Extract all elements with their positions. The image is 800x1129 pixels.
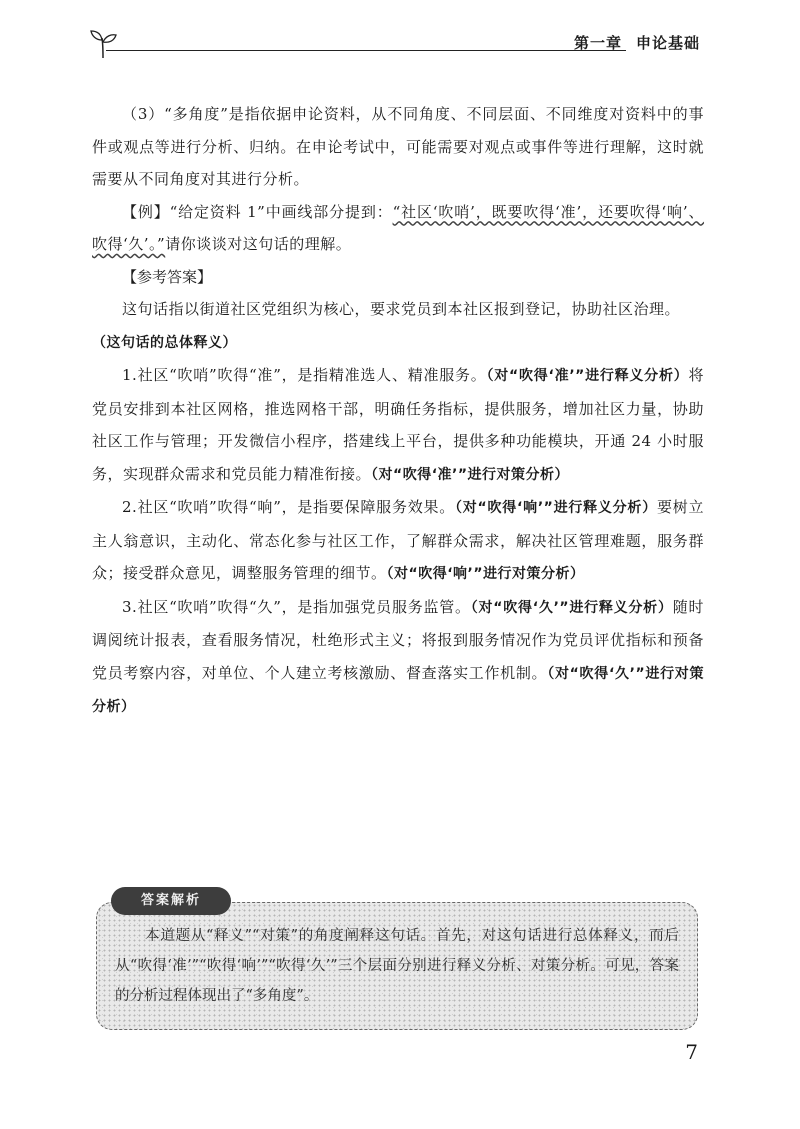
item-2-note-measure: （对“吹得‘响’”进行对策分析） — [386, 566, 585, 582]
sprout-leaf-icon — [88, 28, 118, 60]
main-content — [92, 98, 704, 724]
answer-overall-paragraph — [92, 293, 704, 359]
item-1-text: 1.社区“吹哨”吹得“准”，是指精准选人、精准服务。 — [122, 366, 487, 384]
item-3-note-explain: （对“吹得‘久’”进行释义分析） — [470, 599, 673, 616]
chapter-number: 第一章 — [573, 34, 622, 52]
item-3-body: 随时调阅统计报表，查看服务情况，杜绝形式主义；将报到服务情况作为党员评优指标和预备党员考察内容，对单位、个人建立考核激励、督查落实工作机制。 — [92, 597, 704, 682]
item-1-body: 将党员安排到本社区网格，推选网格干部，明确任务指标，提供服务，增加社区力量，协助社区工作与管理；开发微信小程序，搭建线上平台，提供多种功能模块，开通 24 小时服务，实现群众需求和党员能力精准衔接。 — [92, 366, 704, 483]
example-question: 请你谈谈对这句话的理解。 — [165, 235, 352, 253]
item-2-note-explain: （对“吹得‘响’”进行释义分析） — [455, 500, 657, 516]
example-quote: “社区‘吹哨’，既要吹得‘准’，还要吹得‘响’、吹得‘久’。” — [92, 202, 705, 253]
page-number: 7 — [685, 1040, 698, 1064]
example-label: 【例】 — [122, 202, 170, 221]
item-1-note-explain: （对“吹得‘准’”进行释义分析） — [486, 368, 689, 384]
analysis-text: 本道题从“释义”“对策”的角度阐释这句话。首先，对这句话进行总体释义，而后从“吹得‘准’”“吹得‘响’”“吹得‘久’”三个层面分别进行释义分析、对策分析。可见，答案的分析过程体现出了“多角度”。 — [115, 928, 679, 1004]
analysis-box — [96, 893, 698, 1030]
item-2-paragraph — [92, 491, 704, 591]
note-overall: （这句话的总体释义） — [92, 334, 237, 351]
page-header — [88, 28, 700, 64]
item-3-text: 3.社区“吹哨”吹得“久”，是指加强党员服务监管。 — [122, 597, 471, 616]
answer-overall: 这句话指以街道社区党组织为核心，要求党员到本社区报到登记，协助社区治理。 — [122, 300, 681, 318]
example-paragraph — [92, 196, 704, 261]
item-1-paragraph — [92, 359, 704, 491]
item-1-note-measure: （对“吹得‘准’”进行对策分析） — [371, 466, 570, 483]
point-3-paragraph: （3）“多角度”是指依据申论资料，从不同角度、不同层面、不同维度对资料中的事件或观点等进行分析、归纳。在申论考试中，可能需要对观点或事件等进行理解，这时就需要从不同角度对其进行分析。 — [92, 105, 704, 188]
item-3-note-measure: （对“吹得‘久’”进行对策分析） — [92, 665, 704, 715]
chapter-title: 申论基础 — [635, 34, 700, 52]
example-intro: “给定资料 1”中画线部分提到： — [169, 202, 393, 221]
item-3-paragraph — [92, 591, 704, 724]
answer-label: 【参考答案】 — [122, 267, 213, 286]
item-2-text: 2.社区“吹哨”吹得“响”，是指要保障服务效果。 — [122, 498, 455, 516]
header-title — [574, 32, 700, 53]
analysis-tag: 答案解析 — [111, 887, 231, 915]
item-2-body: 要树立主人翁意识，主动化、常态化参与社区工作，了解群众需求，解决社区管理难题，服务群众；接受群众意见，调整服务管理的细节。 — [92, 498, 704, 582]
header-rule — [106, 50, 626, 51]
